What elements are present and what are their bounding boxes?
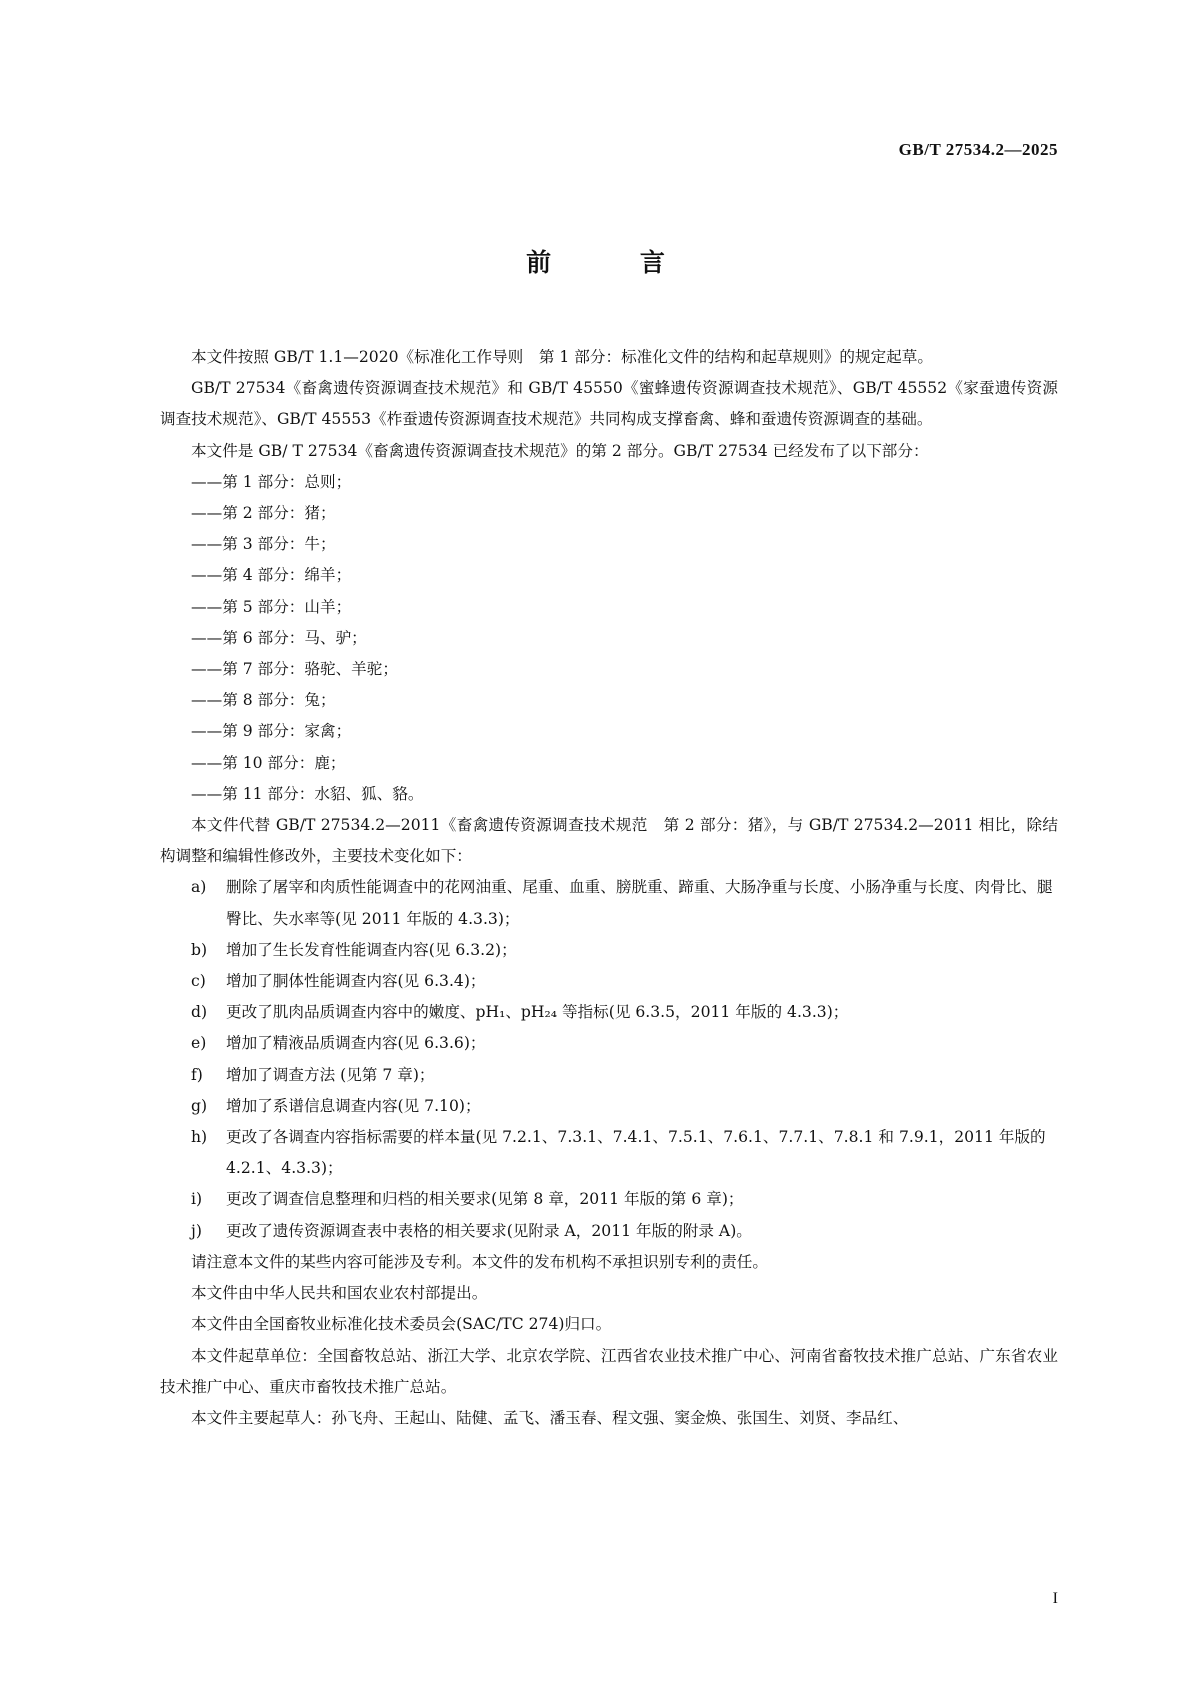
change-label: i)	[191, 1190, 203, 1209]
list-item: ——第 4 部分：绵羊；	[191, 566, 352, 585]
list-item: ——第 8 部分：兔；	[191, 691, 336, 710]
change-text: 增加了胴体性能调查内容(见 6.3.4)；	[226, 972, 486, 991]
change-item	[160, 997, 1058, 1028]
change-label: g)	[191, 1096, 208, 1115]
changes-list	[160, 872, 1058, 1246]
change-item	[160, 1184, 1058, 1215]
change-label: f)	[191, 1065, 203, 1084]
standard-code: GB/T 27534.2—2025	[898, 140, 1058, 159]
page-title: 前 言	[526, 248, 705, 277]
list-item: ——第 11 部分：水貂、狐、貉。	[191, 784, 424, 803]
change-text: 更改了各调查内容指标需要的样本量(见 7.2.1、7.3.1、7.4.1、7.5.1、7.6.1、7.7.1、7.8.1 和 7.9.1，2011 年版的 4.2.1、4.3.3)；	[226, 1128, 1046, 1178]
list-item: ——第 10 部分：鹿；	[191, 753, 346, 772]
paragraph-managed-by: 本文件由全国畜牧业标准化技术委员会(SAC/TC 274)归口。	[191, 1315, 612, 1334]
change-item	[160, 935, 1058, 966]
change-item	[160, 1216, 1058, 1247]
change-label: j)	[191, 1221, 202, 1240]
foreword-body	[160, 342, 1058, 1434]
page-number: I	[1052, 1590, 1058, 1607]
list-item: ——第 9 部分：家禽；	[191, 722, 352, 741]
change-item	[160, 1122, 1058, 1184]
change-label: h)	[191, 1128, 208, 1147]
paragraph-part-info: 本文件是 GB/ T 27534《畜禽遗传资源调查技术规范》的第 2 部分。GB/T 27534 已经发布了以下部分：	[191, 441, 929, 460]
list-item: ——第 6 部分：马、驴；	[191, 628, 367, 647]
paragraph-drafters: 本文件主要起草人：孙飞舟、王起山、陆健、孟飞、潘玉春、程文强、窦金焕、张国生、刘贤、李品红、	[191, 1408, 909, 1427]
paragraph-drafting-units: 本文件起草单位：全国畜牧总站、浙江大学、北京农学院、江西省农业技术推广中心、河南省畜牧技术推广总站、广东省农业技术推广中心、重庆市畜牧技术推广总站。	[160, 1346, 1058, 1396]
change-label: e)	[191, 1034, 207, 1053]
change-text: 增加了系谱信息调查内容(见 7.10)；	[226, 1096, 481, 1115]
change-text: 增加了调查方法 (见第 7 章)；	[226, 1065, 435, 1084]
paragraph-replacement: 本文件代替 GB/T 27534.2—2011《畜禽遗传资源调查技术规范 第 2 部分：猪》，与 GB/T 27534.2—2011 相比，除结构调整和编辑性修改外，主要技术变化如下：	[160, 816, 1058, 866]
change-text: 更改了遗传资源调查表中表格的相关要求(见附录 A，2011 年版的附录 A)。	[226, 1221, 752, 1240]
change-item	[160, 872, 1058, 934]
change-item	[160, 966, 1058, 997]
paragraph-patent-notice: 请注意本文件的某些内容可能涉及专利。本文件的发布机构不承担识别专利的责任。	[191, 1252, 768, 1271]
change-text: 增加了精液品质调查内容(见 6.3.6)；	[226, 1034, 486, 1053]
paragraph-proposed-by: 本文件由中华人民共和国农业农村部提出。	[191, 1284, 488, 1303]
change-label: a)	[191, 878, 207, 897]
paragraph-standard-series: GB/T 27534《畜禽遗传资源调查技术规范》和 GB/T 45550《蜜蜂遗传资源调查技术规范》、GB/T 45552《家蚕遗传资源调查技术规范》、GB/T 45553《柞蚕遗传资源调查技术规范》共同构成支撑畜禽、蜂和蚕遗传资源调查的基础。	[160, 379, 1058, 429]
change-label: c)	[191, 972, 206, 991]
change-item	[160, 1091, 1058, 1122]
list-item: ——第 3 部分：牛；	[191, 535, 336, 554]
parts-list	[160, 467, 1058, 810]
list-item: ——第 1 部分：总则；	[191, 472, 352, 491]
change-item	[160, 1060, 1058, 1091]
change-text: 更改了肌肉品质调查内容中的嫩度、pH₁、pH₂₄ 等指标(见 6.3.5，2011 年版的 4.3.3)；	[226, 1003, 849, 1022]
change-label: d)	[191, 1003, 208, 1022]
change-text: 增加了生长发育性能调查内容(见 6.3.2)；	[226, 940, 517, 959]
list-item: ——第 5 部分：山羊；	[191, 597, 352, 616]
list-item: ——第 2 部分：猪；	[191, 504, 336, 523]
change-text: 删除了屠宰和肉质性能调查中的花网油重、尾重、血重、膀胱重、蹄重、大肠净重与长度、小肠净重与长度、肉骨比、腿臀比、失水率等(见 2011 年版的 4.3.3)；	[226, 878, 1053, 928]
change-item	[160, 1028, 1058, 1059]
change-text: 更改了调查信息整理和归档的相关要求(见第 8 章，2011 年版的第 6 章)；	[226, 1190, 744, 1209]
paragraph-drafting-rules: 本文件按照 GB/T 1.1—2020《标准化工作导则 第 1 部分：标准化文件的结构和起草规则》的规定起草。	[191, 348, 933, 366]
list-item: ——第 7 部分：骆驼、羊驼；	[191, 660, 398, 679]
change-label: b)	[191, 940, 208, 959]
